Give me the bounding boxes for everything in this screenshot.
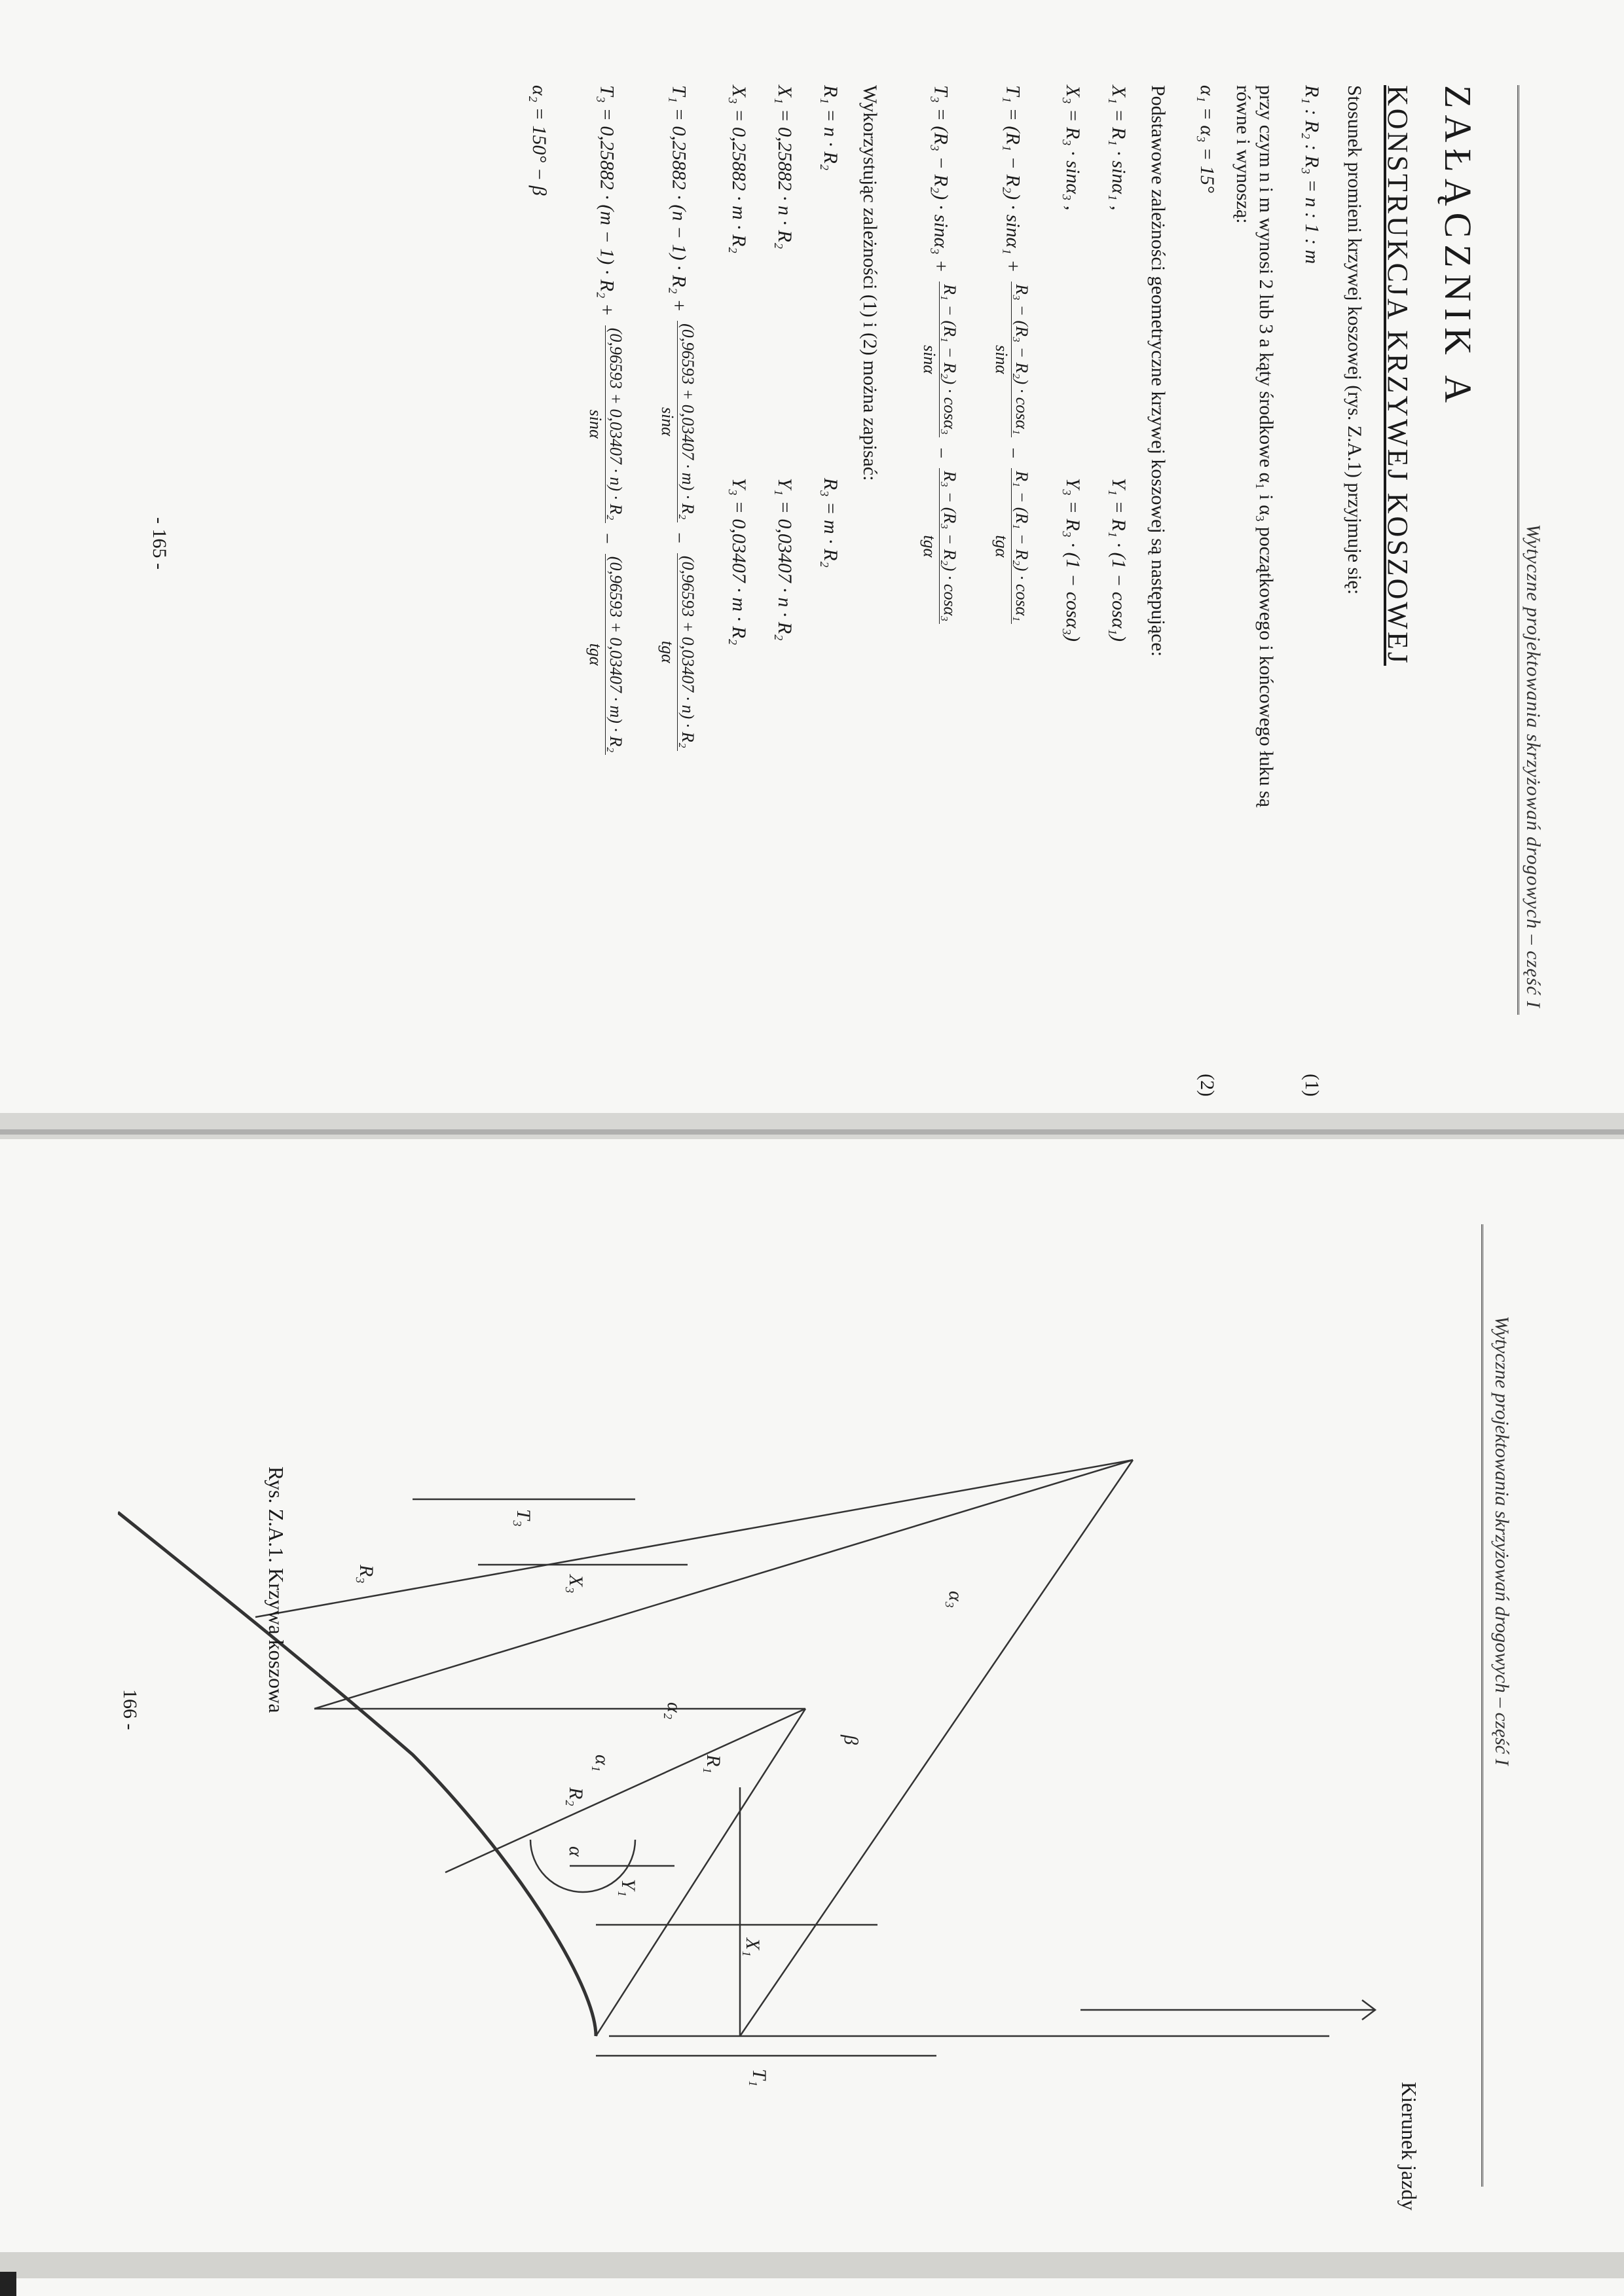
t3-fraction-1: R₁ − (R₁ − R₂) · cosα₃ sinα xyxy=(919,282,959,437)
equation-r3: R₃ = m · R₂ xyxy=(820,478,841,568)
page-gutter-shadow xyxy=(0,1113,1624,1139)
paragraph-angles: przy czym n i m wynosi 2 lub 3 a kąty środkowe α₁ i α₃ początkowego i końcowego łuku są xyxy=(1255,85,1277,807)
label-r1: R₁ xyxy=(703,1755,724,1774)
equation-2-number: (2) xyxy=(1196,1074,1218,1097)
figure-caption: Rys. Z.A.1. Krzywa koszowa xyxy=(265,1467,288,1713)
label-t1: T₁ xyxy=(748,2069,770,2087)
equation-x1: X₁ = R₁ · sinα₁ , xyxy=(1108,85,1130,211)
equation-t1: T₁ = (R₁ − R₂) · sinα₁ + R₃ − (R₃ − R₂) · cosα₁ sinα − R₁ − (R₁ − R₂) · cosα₁ tgα xyxy=(991,85,1031,628)
label-alpha: α xyxy=(565,1846,587,1857)
radius-r2 xyxy=(445,1709,805,1872)
paragraph-geometry: Podstawowe zależności geometryczne krzywej koszowej są następujące: xyxy=(1147,85,1169,657)
label-alpha2: α₂ xyxy=(663,1702,685,1720)
label-t3: T₃ xyxy=(513,1509,534,1527)
corner-mark xyxy=(0,2272,16,2296)
t1-fraction-1: R₃ − (R₃ − R₂) · cosα₁ sinα xyxy=(991,282,1031,437)
compound-curve-figure xyxy=(118,1198,1591,2259)
equation-t1-num: T₁ = 0,25882 · (n − 1) · R₂ + (0,96593 + 0,03407 · m) · R₂ sinα − (0,96593 + 0,03407 · n) · R₂ tgα xyxy=(657,85,697,755)
section-title: KONSTRUKCJA KRZYWEJ KOSZOWEJ xyxy=(1382,85,1414,666)
label-alpha3: α₃ xyxy=(945,1591,967,1609)
paragraph-ratio: Stosunek promieni krzywej koszowej (rys. Z.A.1) przyjmuje się: xyxy=(1344,85,1365,595)
t1-lhs: T₁ = (R₁ − R₂) · sinα₁ + xyxy=(1002,85,1024,273)
equation-x3: X₃ = R₃ · sinα₃ , xyxy=(1062,85,1084,211)
equation-y1: Y₁ = R₁ · (1 − cosα₁) xyxy=(1108,478,1130,642)
equation-y3: Y₃ = R₃ · (1 − cosα₃) xyxy=(1062,478,1084,642)
direction-label: Kierunek jazdy xyxy=(1397,2082,1421,2211)
paragraph-substitution: Wykorzystując zależności (1) i (2) można zapisać: xyxy=(859,85,881,481)
label-x1: X₁ xyxy=(742,1938,764,1957)
page-number-165: - 165 - xyxy=(149,517,170,570)
equation-t3: T₃ = (R₃ − R₂) · sinα₃ + R₁ − (R₁ − R₂) · cosα₃ sinα − R₃ − (R₃ − R₂) · cosα₃ tgα xyxy=(919,85,959,628)
page-166 xyxy=(118,1198,1591,2259)
running-head-166: Wytyczne projektowania skrzyżowań drogowych – część I xyxy=(1491,1316,1513,1766)
label-r2: R₂ xyxy=(565,1787,587,1806)
t1-num-fraction-1: (0,96593 + 0,03407 · m) · R₂ sinα xyxy=(657,321,697,522)
compound-curve xyxy=(118,1512,596,2036)
t3-num-fraction-1: (0,96593 + 0,03407 · n) · R₂ sinα xyxy=(585,325,625,523)
paragraph-angles-cont: równe i wynoszą: xyxy=(1232,85,1254,224)
equation-2: α₁ = α₃ = 15° xyxy=(1196,85,1218,193)
equation-y1-num: Y₁ = 0,03407 · n · R₂ xyxy=(774,478,796,641)
label-alpha1: α₁ xyxy=(591,1755,613,1772)
construction-line xyxy=(740,1460,1133,2036)
t1-num-fraction-2: (0,96593 + 0,03407 · n) · R₂ tgα xyxy=(657,553,697,751)
t1-fraction-2: R₁ − (R₁ − R₂) · cosα₁ tgα xyxy=(991,468,1031,624)
label-y1: Y₁ xyxy=(618,1879,639,1897)
label-r3: R₃ xyxy=(356,1565,377,1584)
equation-1-number: (1) xyxy=(1301,1074,1323,1097)
equation-alpha2: α₂ = 150° − β xyxy=(528,85,550,196)
annex-title: ZAŁĄCZNIK A xyxy=(1437,85,1479,410)
page-number-166: 166 - xyxy=(119,1689,141,1730)
t3-fraction-2: R₃ − (R₃ − R₂) · cosα₃ tgα xyxy=(919,468,959,624)
page-gutter-line xyxy=(0,1129,1624,1135)
equation-x3-num: X₃ = 0,25882 · m · R₂ xyxy=(728,85,750,253)
running-head: Wytyczne projektowania skrzyżowań drogowych – część I xyxy=(1522,524,1544,1008)
header-rule xyxy=(1517,85,1519,1015)
equation-r1: R₁ = n · R₂ xyxy=(820,85,841,171)
equation-t3-num: T₃ = 0,25882 · (m − 1) · R₂ + (0,96593 + 0,03407 · n) · R₂ sinα − (0,96593 + 0,03407 · m) · R₂ tgα xyxy=(585,85,625,759)
equation-1: R₁ : R₂ : R₃ = n : 1 : m xyxy=(1301,85,1323,264)
t3-lhs: T₃ = (R₃ − R₂) · sinα₃ + xyxy=(930,85,952,273)
label-x3: X₃ xyxy=(565,1575,587,1594)
page-165 xyxy=(144,59,1617,1106)
equation-y3-num: Y₃ = 0,03407 · m · R₂ xyxy=(728,478,750,646)
label-beta: β xyxy=(840,1735,862,1745)
equation-x1-num: X₁ = 0,25882 · n · R₂ xyxy=(774,85,796,249)
t3-num-fraction-2: (0,96593 + 0,03407 · m) · R₂ tgα xyxy=(585,554,625,756)
